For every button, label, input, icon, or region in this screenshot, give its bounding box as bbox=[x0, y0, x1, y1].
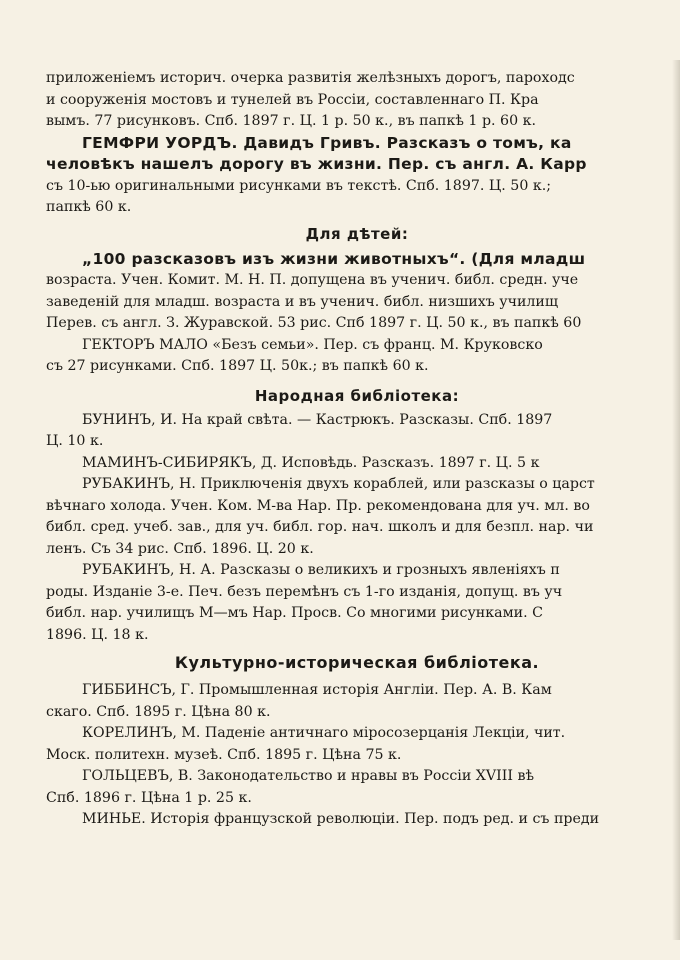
text-line: Спб. 1896 г. Цѣна 1 р. 25 к. bbox=[46, 789, 252, 806]
text-line: КОРЕЛИНЪ, М. Паденіе античнаго міросозерцанія Лекціи, чит. bbox=[82, 725, 566, 741]
text-line: библ. нар. училищъ М—мъ Нар. Просв. Со многими рисунками. С bbox=[46, 605, 543, 621]
text-line: ГОЛЬЦЕВЪ, В. Законодательство и нравы въ Россіи XVIII вѣ bbox=[82, 768, 534, 784]
catalog-text bbox=[46, 68, 668, 831]
text-line: Моск. политехн. музеѣ. Спб. 1895 г. Цѣна 75 к. bbox=[46, 746, 402, 763]
text-line: приложеніемъ историч. очерка развитія желѣзныхъ дорогъ, пароходс bbox=[46, 70, 575, 86]
text-line: вѣчнаго холода. Учен. Ком. М-ва Нар. Пр. рекомендована для уч. мл. во bbox=[46, 497, 590, 514]
text-line: МАМИНЪ-СИБИРЯКЪ, Д. Исповѣдь. Разсказъ. 1897 г. Ц. 5 к bbox=[82, 454, 540, 471]
text-line: скаго. Спб. 1895 г. Цѣна 80 к. bbox=[46, 703, 271, 720]
text-line: РУБАКИНЪ, Н. А. Разсказы о великихъ и грозныхъ явленіяхъ п bbox=[82, 562, 560, 578]
text-line: РУБАКИНЪ, Н. Приключенія двухъ кораблей, или разсказы о царст bbox=[82, 476, 595, 492]
text-line: возраста. Учен. Комит. М. Н. П. допущена въ ученич. библ. средн. уче bbox=[46, 272, 579, 288]
text-line: библ. сред. учеб. зав., для уч. библ. гор. нач. школъ и для безпл. нар. чи bbox=[46, 519, 594, 535]
entry-title-line: человѣкъ нашелъ дорогу въ жизни. Пер. съ англ. А. Карр bbox=[46, 155, 587, 173]
text-line: ГИББИНСЪ, Г. Промышленная исторія Англіи. Пер. А. В. Кам bbox=[82, 682, 552, 698]
text-line: Ц. 10 к. bbox=[46, 433, 104, 449]
entry-title-line: „100 разсказовъ изъ жизни животныхъ“. (Для младш bbox=[82, 249, 586, 268]
text-line: 1896. Ц. 18 к. bbox=[46, 626, 149, 643]
text-line: МИНЬЕ. Исторія французской революціи. Пер. подъ ред. и съ преди bbox=[82, 811, 600, 827]
text-line: и сооруженія мостовъ и тунелей въ Россіи, составленнаго П. Кра bbox=[46, 91, 539, 108]
text-line: ГЕКТОРЪ МАЛО «Безъ семьи». Пер. съ франц. М. Круковско bbox=[82, 336, 543, 353]
text-line: Перев. съ англ. З. Журавской. 53 рис. Спб 1897 г. Ц. 50 к., въ папкѣ 60 bbox=[46, 315, 582, 331]
section-heading-children: Для дѣтей: bbox=[305, 224, 409, 243]
entry-title-line: ГЕМФРИ УОРДЪ. Давидъ Гривъ. Разсказъ о томъ, ка bbox=[82, 133, 572, 152]
text-line: ленъ. Съ 34 рис. Спб. 1896. Ц. 20 к. bbox=[46, 540, 314, 557]
page-edge-shadow bbox=[672, 60, 680, 940]
text-line: папкѣ 60 к. bbox=[46, 199, 132, 215]
section-heading-cultural-library: Культурно-историческая библіотека. bbox=[174, 653, 540, 672]
text-line: съ 27 рисунками. Спб. 1897 Ц. 50к.; въ папкѣ 60 к. bbox=[46, 358, 429, 374]
section-heading-folk-library: Народная библіотека: bbox=[254, 386, 460, 405]
text-line: роды. Изданіе 3-е. Печ. безъ перемѣнъ съ 1-го изданія, допущ. въ уч bbox=[46, 583, 563, 600]
text-line: съ 10-ью оригинальными рисунками въ текстѣ. Спб. 1897. Ц. 50 к.; bbox=[46, 177, 552, 194]
text-line: вымъ. 77 рисунковъ. Спб. 1897 г. Ц. 1 р. 50 к., въ папкѣ 1 р. 60 к. bbox=[46, 113, 536, 129]
text-line: БУНИНЪ, И. На край свѣта. — Кастрюкъ. Разсказы. Спб. 1897 bbox=[82, 411, 553, 428]
text-line: заведеній для младш. возраста и въ ученич. библ. низшихъ училищ bbox=[46, 293, 559, 310]
